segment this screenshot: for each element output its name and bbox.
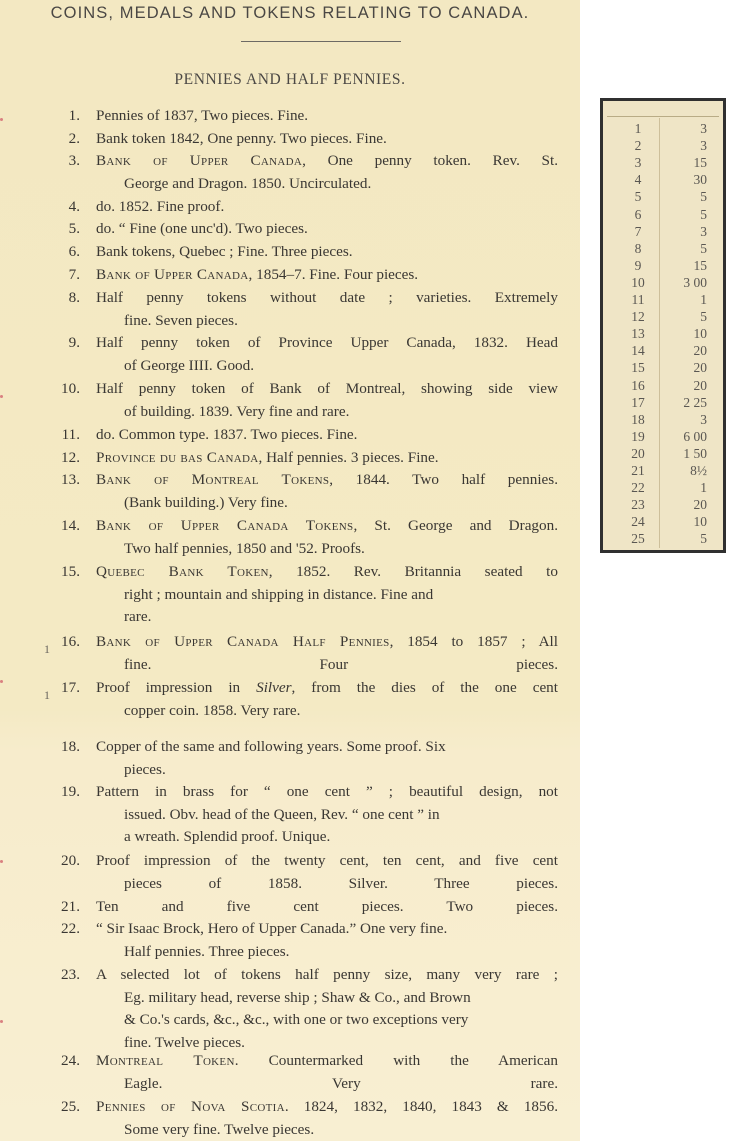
lot-description: do. “ Fine (one unc'd). Two pieces. xyxy=(96,220,308,237)
lot-number: 10. xyxy=(61,380,80,397)
tally-price: 5 xyxy=(700,309,707,325)
lot-description: Bank of Upper Canada Half Pennies, 1854 to 1857 ; All xyxy=(96,633,558,650)
lot-number: 23. xyxy=(61,966,80,983)
small-caps-title: Montreal Token xyxy=(96,1052,235,1069)
tally-price: 10 xyxy=(693,326,707,342)
emphasis: Silver xyxy=(256,679,292,696)
tally-price: 6 00 xyxy=(683,428,707,444)
small-caps-title: Province du bas Canada xyxy=(96,449,259,466)
lot-number: 1. xyxy=(68,107,80,124)
small-caps-title: Bank of Upper Canada xyxy=(96,152,303,169)
lot-description: Half penny token of Province Upper Canada, 1832. Head xyxy=(96,334,558,351)
lot-description: Bank tokens, Quebec ; Fine. Three pieces. xyxy=(96,243,353,260)
lot-description-continued: Some very fine. Twelve pieces. xyxy=(124,1120,315,1138)
tally-row xyxy=(603,377,723,395)
tally-price: 3 xyxy=(700,138,707,154)
lot-description: Proof impression in Silver, from the dies of the one cent xyxy=(96,679,558,696)
lot-number: 13. xyxy=(61,471,80,488)
lot-number: 18. xyxy=(61,738,80,755)
lot-number: 16. xyxy=(61,633,80,650)
tally-row xyxy=(603,496,723,514)
lot-description: Ten and five cent pieces. Two pieces. xyxy=(96,898,558,915)
tally-lot-number: 3 xyxy=(634,155,642,171)
lot-description: do. 1852. Fine proof. xyxy=(96,198,225,215)
lot-description: A selected lot of tokens half penny size, many very rare ; xyxy=(96,966,558,983)
tally-lot-number: 14 xyxy=(631,343,645,359)
lot-description: Bank of Upper Canada Tokens, St. George and Dragon. xyxy=(96,517,559,534)
lot-description-continued: Two half pennies, 1850 and '52. Proofs. xyxy=(124,539,365,557)
tally-lot-number: 12 xyxy=(631,309,645,325)
tally-lot-number: 6 xyxy=(634,206,642,222)
page-heading: COINS, MEDALS AND TOKENS RELATING TO CANADA. xyxy=(50,4,530,22)
tally-lot-number: 24 xyxy=(631,514,645,530)
lot-number: 20. xyxy=(61,852,80,869)
tally-price: 3 00 xyxy=(683,274,707,290)
tally-row xyxy=(603,274,723,292)
tally-price: 8½ xyxy=(690,463,707,478)
tally-lot-number: 19 xyxy=(631,428,645,444)
lot-number: 5. xyxy=(68,220,80,237)
small-caps-title: Quebec Bank Token xyxy=(96,563,269,580)
tally-price: 3 xyxy=(700,223,707,239)
lot-description: Proof impression of the twenty cent, ten cent, and five cent xyxy=(96,852,558,869)
tally-row xyxy=(603,359,723,377)
tally-row xyxy=(603,308,723,326)
lot-description: Pennies of Nova Scotia. 1824, 1832, 1840, 1843 & 1856. xyxy=(96,1098,558,1115)
tally-lot-number: 15 xyxy=(631,360,645,376)
lot-description-continued: right ; mountain and shipping in distance. Fine and xyxy=(124,585,434,603)
tally-row xyxy=(603,257,723,275)
tally-row xyxy=(603,240,723,258)
tally-price: 1 50 xyxy=(683,445,707,461)
tally-lot-number: 9 xyxy=(634,257,642,273)
margin-speck xyxy=(0,395,3,398)
lot-description-continued: copper coin. 1858. Very rare. xyxy=(124,701,301,719)
lot-description: Half penny token of Bank of Montreal, showing side view xyxy=(96,380,558,397)
tally-price: 5 xyxy=(700,206,707,222)
tally-row xyxy=(603,325,723,343)
lot-number: 3. xyxy=(68,152,80,169)
tally-price: 1 xyxy=(700,480,707,496)
tally-row xyxy=(603,154,723,172)
margin-speck xyxy=(0,1020,3,1023)
lot-description-continued: a wreath. Splendid proof. Unique. xyxy=(124,828,331,846)
lot-description-continued: rare. xyxy=(124,608,152,626)
lot-number: 15. xyxy=(61,563,80,580)
lot-description-continued: Eagle. Very rare. xyxy=(124,1074,558,1092)
lot-description-continued: fine. Twelve pieces. xyxy=(124,1033,245,1051)
tally-lot-number: 5 xyxy=(634,189,642,205)
tally-lot-number: 13 xyxy=(631,326,645,342)
tally-row xyxy=(603,394,723,412)
tally-row xyxy=(603,428,723,446)
margin-pencil-mark: 1 xyxy=(44,688,50,702)
tally-lot-number: 22 xyxy=(631,480,645,496)
lot-number: 21. xyxy=(61,898,80,915)
lot-description-continued: fine. Four pieces. xyxy=(124,655,558,673)
tally-lot-number: 11 xyxy=(631,292,645,307)
lot-number: 17. xyxy=(61,679,80,696)
lot-description: Bank of Upper Canada, One penny token. Rev. St. xyxy=(96,152,558,169)
lot-description-continued: & Co.'s cards, &c., &c., with one or two exceptions very xyxy=(124,1011,469,1029)
tally-price: 3 xyxy=(700,411,707,427)
price-tally-card xyxy=(600,98,726,553)
lot-description: do. Common type. 1837. Two pieces. Fine. xyxy=(96,426,358,443)
lot-number: 11. xyxy=(61,426,80,443)
tally-price: 5 xyxy=(700,240,707,256)
tally-header-rule xyxy=(607,116,719,117)
lot-description: Province du bas Canada, Half pennies. 3 pieces. Fine. xyxy=(96,449,439,466)
tally-price: 3 xyxy=(700,121,707,136)
tally-lot-number: 2 xyxy=(634,138,642,154)
lot-description-continued: Half pennies. Three pieces. xyxy=(124,942,290,960)
lot-number: 24. xyxy=(61,1052,80,1069)
lot-description-continued: George and Dragon. 1850. Uncirculated. xyxy=(124,174,372,192)
margin-pencil-mark: 1 xyxy=(44,642,50,656)
tally-row xyxy=(603,445,723,463)
tally-row xyxy=(603,479,723,497)
lot-description: Pattern in brass for “ one cent ” ; beautiful design, not xyxy=(96,783,558,800)
heading-rule xyxy=(241,41,401,42)
lot-number: 7. xyxy=(68,266,80,283)
tally-price: 20 xyxy=(693,377,707,393)
tally-row xyxy=(603,137,723,155)
tally-price: 10 xyxy=(693,514,707,530)
margin-speck xyxy=(0,680,3,683)
tally-price: 5 xyxy=(700,189,707,205)
lot-number: 2. xyxy=(68,130,80,147)
tally-price: 20 xyxy=(693,343,707,359)
tally-row xyxy=(603,513,723,531)
lot-description-continued: pieces. xyxy=(124,760,166,778)
lot-description: Quebec Bank Token, 1852. Rev. Britannia seated to xyxy=(96,563,558,580)
section-heading: PENNIES AND HALF PENNIES. xyxy=(174,71,406,88)
small-caps-title: Pennies of Nova Scotia xyxy=(96,1098,285,1115)
small-caps-title: Bank of Upper Canada xyxy=(96,266,249,283)
tally-price: 15 xyxy=(693,257,707,273)
lot-description: Bank of Montreal Tokens, 1844. Two half pennies. xyxy=(96,471,558,488)
lot-description: Bank token 1842, One penny. Two pieces. Fine. xyxy=(96,130,387,147)
lot-description-continued: Eg. military head, reverse ship ; Shaw & Co., and Brown xyxy=(124,988,471,1006)
tally-row xyxy=(603,120,723,138)
lot-number: 25. xyxy=(61,1098,80,1115)
tally-price: 5 xyxy=(700,531,707,547)
tally-lot-number: 7 xyxy=(634,223,642,239)
tally-price: 2 25 xyxy=(683,394,707,410)
lot-description-continued: (Bank building.) Very fine. xyxy=(124,493,288,511)
tally-price: 1 xyxy=(700,292,707,307)
tally-price: 30 xyxy=(693,172,707,188)
tally-row xyxy=(603,530,723,548)
tally-lot-number: 21 xyxy=(631,463,645,478)
tally-row xyxy=(603,206,723,224)
margin-speck xyxy=(0,118,3,121)
lot-description: Bank of Upper Canada, 1854–7. Fine. Four pieces. xyxy=(96,266,419,283)
small-caps-title: Bank of Upper Canada Tokens xyxy=(96,517,354,534)
lot-description-continued: issued. Obv. head of the Queen, Rev. “ one cent ” in xyxy=(124,805,440,823)
lot-number: 8. xyxy=(68,289,80,306)
tally-lot-number: 4 xyxy=(634,172,642,188)
tally-lot-number: 25 xyxy=(631,531,645,547)
tally-lot-number: 18 xyxy=(631,411,645,427)
tally-price: 20 xyxy=(693,360,707,376)
lot-number: 22. xyxy=(61,920,80,937)
lot-number: 6. xyxy=(68,243,80,260)
tally-lot-number: 10 xyxy=(631,274,645,290)
lot-number: 12. xyxy=(61,449,80,466)
tally-lot-number: 17 xyxy=(631,394,645,410)
lot-description-continued: of George IIII. Good. xyxy=(124,356,255,374)
tally-row xyxy=(603,223,723,241)
lot-description: “ Sir Isaac Brock, Hero of Upper Canada.” One very fine. xyxy=(96,920,448,937)
small-caps-title: Bank of Montreal Tokens xyxy=(96,471,330,488)
lot-description: Montreal Token. Countermarked with the American xyxy=(96,1052,558,1069)
lot-description-continued: fine. Seven pieces. xyxy=(124,311,238,329)
tally-row xyxy=(603,171,723,189)
tally-lot-number: 1 xyxy=(634,121,642,136)
lot-number: 9. xyxy=(68,334,80,351)
tally-price: 15 xyxy=(693,155,707,171)
lot-number: 19. xyxy=(61,783,80,800)
tally-row xyxy=(603,188,723,206)
lot-description: Pennies of 1837, Two pieces. Fine. xyxy=(96,107,309,124)
lot-description: Half penny tokens without date ; varieties. Extremely xyxy=(96,289,558,306)
tally-lot-number: 8 xyxy=(634,240,642,256)
tally-row xyxy=(603,462,723,480)
lot-number: 14. xyxy=(61,517,80,534)
margin-speck xyxy=(0,860,3,863)
tally-lot-number: 23 xyxy=(631,497,645,513)
tally-lot-number: 20 xyxy=(631,445,645,461)
lot-description-continued: pieces of 1858. Silver. Three pieces. xyxy=(124,874,558,892)
tally-price: 20 xyxy=(693,497,707,513)
small-caps-title: Bank of Upper Canada Half Pennies xyxy=(96,633,390,650)
lot-description: Copper of the same and following years. Some proof. Six xyxy=(96,738,446,755)
lot-description-continued: of building. 1839. Very fine and rare. xyxy=(124,402,350,420)
tally-row xyxy=(603,411,723,429)
tally-row xyxy=(603,342,723,360)
lot-number: 4. xyxy=(68,198,80,215)
tally-row xyxy=(603,291,723,309)
tally-lot-number: 16 xyxy=(631,377,645,393)
